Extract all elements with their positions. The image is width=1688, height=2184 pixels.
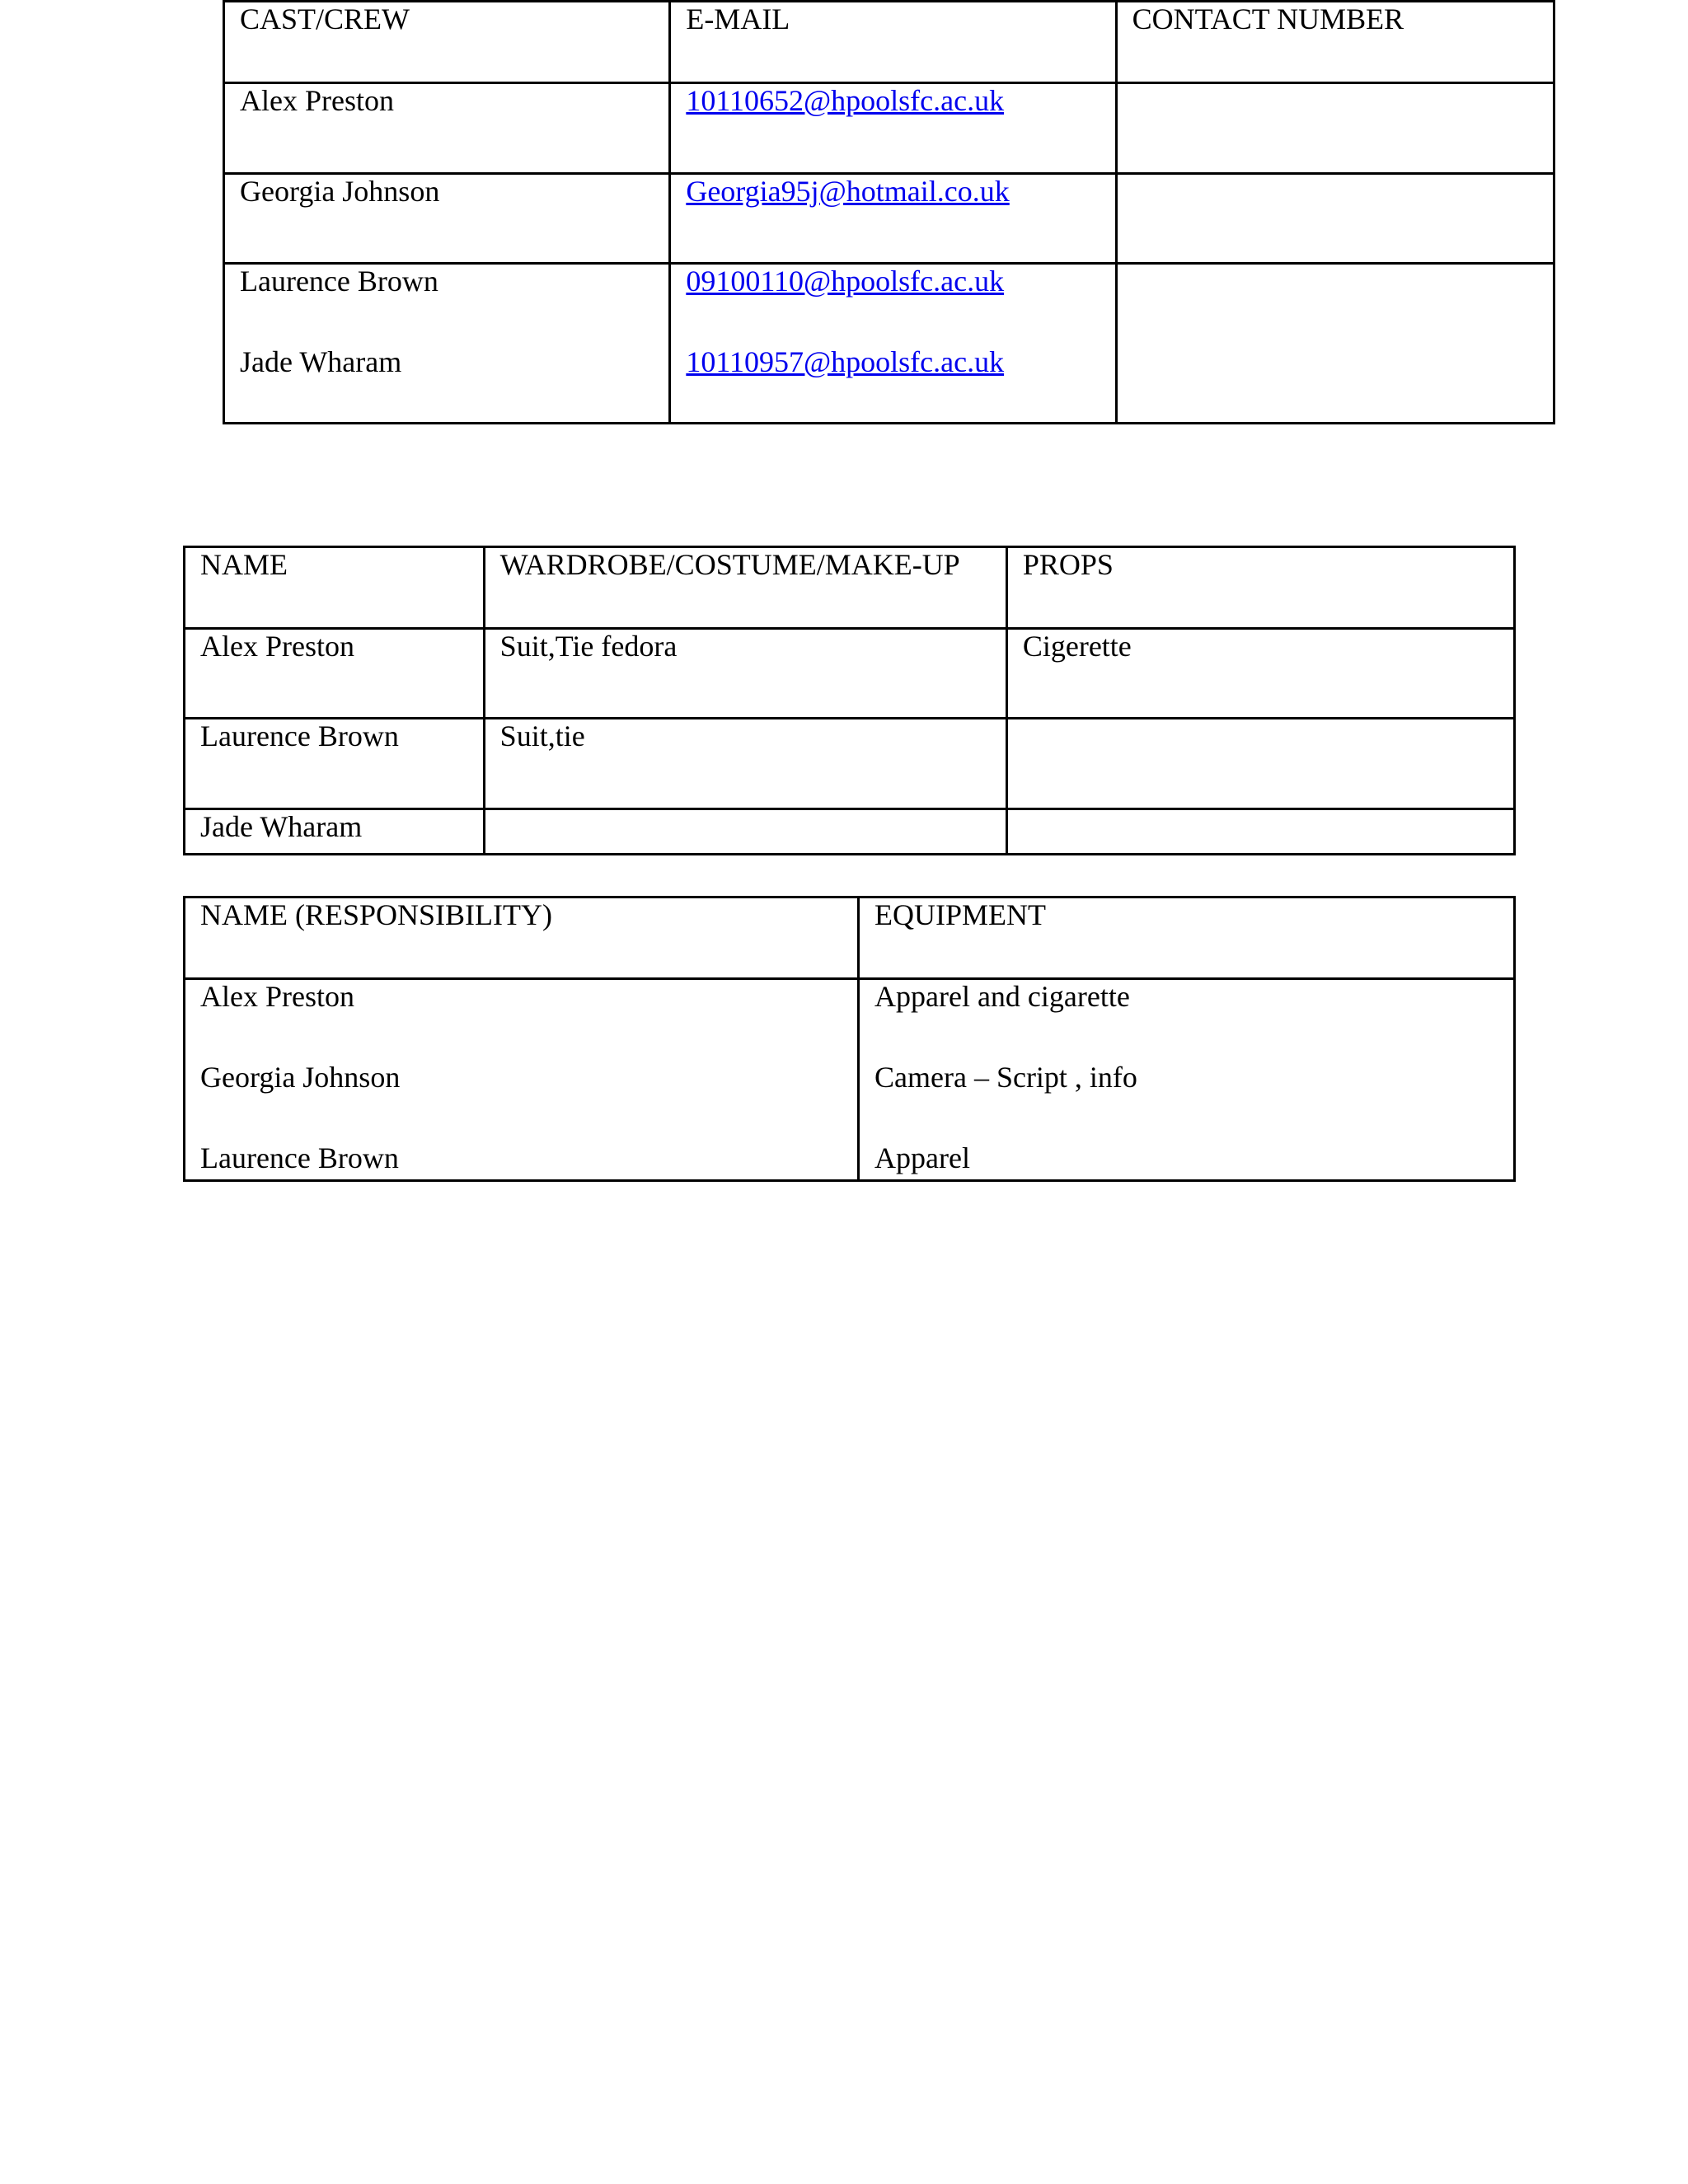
cast-name: Jade Wharam xyxy=(240,345,402,378)
header-contact-number: CONTACT NUMBER xyxy=(1116,2,1554,83)
table-row xyxy=(185,979,1515,1181)
cell-name xyxy=(224,83,670,174)
table-header-row xyxy=(224,2,1554,83)
equipment-table xyxy=(183,896,1516,1182)
cell-wardrobe: Suit,tie xyxy=(484,719,1006,809)
table-row xyxy=(185,719,1515,809)
table-header-row xyxy=(185,898,1515,979)
wardrobe-table xyxy=(183,546,1516,855)
cast-name: Laurence Brown xyxy=(240,265,438,298)
contacts-table xyxy=(223,0,1555,424)
cell-email xyxy=(670,264,1116,424)
header-props: PROPS xyxy=(1006,547,1514,629)
email-link[interactable]: Georgia95j@hotmail.co.uk xyxy=(686,175,1010,208)
cell-email xyxy=(670,174,1116,264)
table-header-row xyxy=(185,547,1515,629)
cast-name: Alex Preston xyxy=(240,84,394,117)
cell-equipment xyxy=(859,979,1515,1181)
cell-contact-number xyxy=(1116,83,1554,174)
email-link[interactable]: 10110957@hpoolsfc.ac.uk xyxy=(686,345,1005,378)
crew-name: Georgia Johnson xyxy=(200,1061,401,1094)
cell-wardrobe: Suit,Tie fedora xyxy=(484,629,1006,719)
cell-names xyxy=(185,979,859,1181)
header-equipment: EQUIPMENT xyxy=(859,898,1515,979)
cell-name: Laurence Brown xyxy=(185,719,485,809)
email-link[interactable]: 10110652@hpoolsfc.ac.uk xyxy=(686,84,1005,117)
cell-wardrobe xyxy=(484,809,1006,855)
cell-email xyxy=(670,83,1116,174)
cell-name xyxy=(224,174,670,264)
header-name-responsibility: NAME (RESPONSIBILITY) xyxy=(185,898,859,979)
table-row xyxy=(224,264,1554,424)
cast-name: Georgia Johnson xyxy=(240,175,440,208)
cell-contact-number xyxy=(1116,174,1554,264)
header-cast-crew: CAST/CREW xyxy=(224,2,670,83)
table-row xyxy=(224,83,1554,174)
table-row xyxy=(224,174,1554,264)
email-link[interactable]: 09100110@hpoolsfc.ac.uk xyxy=(686,265,1005,298)
table-row xyxy=(185,809,1515,855)
equipment-item: Camera – Script , info xyxy=(874,1061,1137,1094)
cell-name: Jade Wharam xyxy=(185,809,485,855)
cell-contact-number xyxy=(1116,264,1554,424)
equipment-item: Apparel xyxy=(874,1141,970,1174)
crew-name: Laurence Brown xyxy=(200,1141,399,1174)
cell-name xyxy=(224,264,670,424)
cell-name: Alex Preston xyxy=(185,629,485,719)
cell-props xyxy=(1006,719,1514,809)
table-row xyxy=(185,629,1515,719)
crew-name: Alex Preston xyxy=(200,980,354,1013)
header-email: E-MAIL xyxy=(670,2,1116,83)
header-name: NAME xyxy=(185,547,485,629)
cell-props: Cigerette xyxy=(1006,629,1514,719)
header-wardrobe: WARDROBE/COSTUME/MAKE-UP xyxy=(484,547,1006,629)
cell-props xyxy=(1006,809,1514,855)
equipment-item: Apparel and cigarette xyxy=(874,980,1130,1013)
